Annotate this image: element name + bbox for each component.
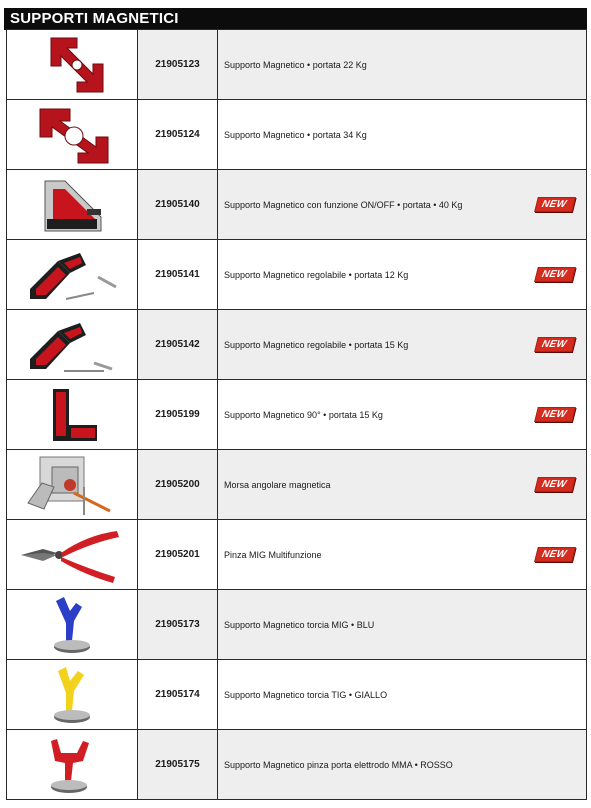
product-image [7, 310, 138, 379]
product-image [7, 660, 138, 729]
product-description-cell [218, 170, 586, 239]
product-description: Supporto Magnetico con funzione ON/OFF • portata • 40 Kg [224, 199, 463, 210]
adjustable-magnet-icon [24, 313, 120, 377]
product-code: 21905175 [138, 730, 218, 799]
product-description-cell [218, 310, 586, 379]
product-image [7, 380, 138, 449]
switchable-magnet-icon [35, 173, 109, 237]
product-description: Supporto Magnetico torcia TIG • GIALLO [224, 689, 388, 700]
magnetic-arrow-square-icon [37, 34, 107, 96]
product-code: 21905201 [138, 520, 218, 589]
product-image [7, 730, 138, 799]
product-image [7, 30, 138, 99]
product-description: Supporto Magnetico regolabile • portata 12 Kg [224, 269, 409, 280]
product-description-cell [218, 730, 586, 799]
product-code: 21905124 [138, 100, 218, 169]
table-row [7, 240, 586, 310]
product-code: 21905174 [138, 660, 218, 729]
new-badge: NEW [534, 197, 576, 212]
new-badge: NEW [534, 267, 576, 282]
new-badge: NEW [534, 337, 576, 352]
product-code: 21905141 [138, 240, 218, 309]
product-description-cell [218, 590, 586, 659]
product-code: 21905199 [138, 380, 218, 449]
product-code: 21905142 [138, 310, 218, 379]
product-image [7, 450, 138, 519]
angle-clamp-icon [22, 453, 122, 517]
adjustable-magnet-icon [24, 243, 120, 307]
product-description-cell [218, 520, 586, 589]
table-row [7, 310, 586, 380]
product-code: 21905123 [138, 30, 218, 99]
table-row [7, 450, 586, 520]
torch-holder-blue-icon [42, 593, 102, 657]
product-description-cell [218, 660, 586, 729]
product-code: 21905200 [138, 450, 218, 519]
torch-holder-yellow-icon [42, 663, 102, 727]
product-image [7, 240, 138, 309]
section-title: SUPPORTI MAGNETICI [4, 8, 587, 30]
product-description: Supporto Magnetico 90° • portata 15 Kg [224, 409, 383, 420]
product-image [7, 590, 138, 659]
mig-pliers-icon [17, 525, 127, 585]
product-description-cell [218, 380, 586, 449]
table-row [7, 100, 586, 170]
product-description-cell [218, 240, 586, 309]
product-description: Supporto Magnetico • portata 22 Kg [224, 59, 367, 70]
product-description-cell [218, 30, 586, 99]
product-description-cell [218, 100, 586, 169]
product-description: Morsa angolare magnetica [224, 479, 331, 490]
product-description: Supporto Magnetico regolabile • portata 15 Kg [224, 339, 409, 350]
new-badge: NEW [534, 477, 576, 492]
table-row [7, 170, 586, 240]
new-badge: NEW [534, 547, 576, 562]
product-description: Pinza MIG Multifunzione [224, 549, 322, 560]
torch-holder-red-icon [37, 733, 107, 797]
table-row [7, 520, 586, 590]
product-image [7, 100, 138, 169]
table-row [7, 380, 586, 450]
product-image [7, 170, 138, 239]
product-description: Supporto Magnetico pinza porta elettrodo MMA • ROSSO [224, 759, 453, 770]
table-row [7, 30, 586, 100]
product-code: 21905173 [138, 590, 218, 659]
magnet-90-icon [37, 383, 107, 447]
table-row [7, 660, 586, 730]
table-row [7, 590, 586, 660]
new-badge: NEW [534, 407, 576, 422]
product-image [7, 520, 138, 589]
table-row [7, 730, 586, 800]
magnetic-arrow-square-icon [26, 103, 118, 167]
product-description-cell [218, 450, 586, 519]
product-description: Supporto Magnetico • portata 34 Kg [224, 129, 367, 140]
product-code: 21905140 [138, 170, 218, 239]
product-table [6, 29, 587, 800]
product-description: Supporto Magnetico torcia MIG • BLU [224, 619, 375, 630]
